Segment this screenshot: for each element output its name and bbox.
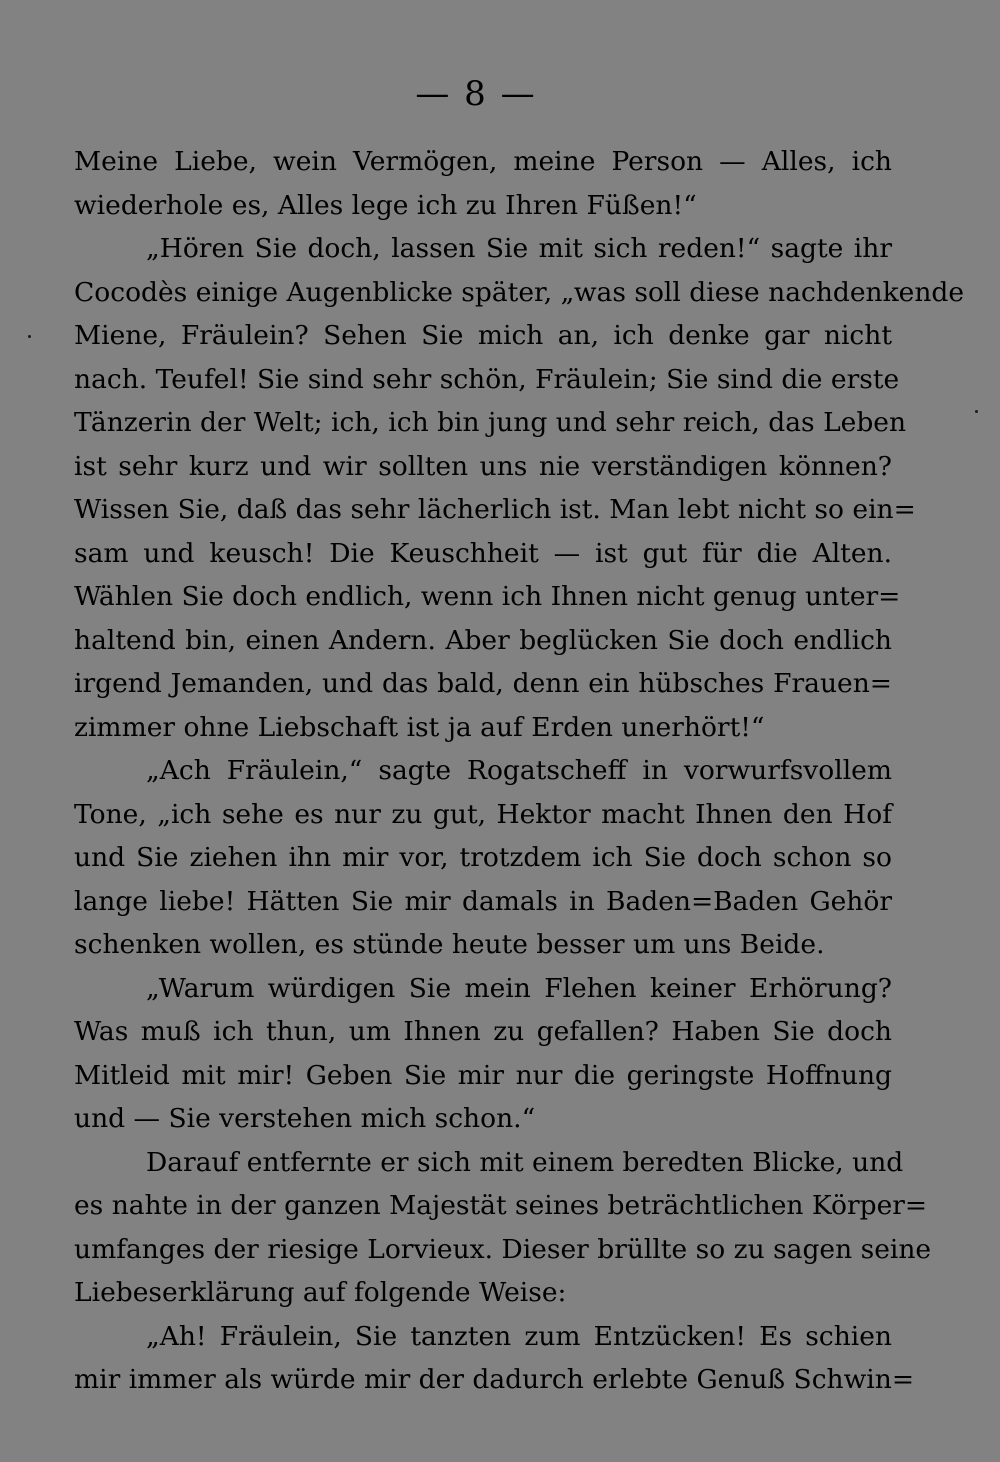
text-line: Wissen Sie, daß das sehr lächerlich ist. Man lebt nicht so ein= xyxy=(74,494,916,525)
text-line: es nahte in der ganzen Majestät seines beträchtlichen Körper= xyxy=(74,1190,928,1221)
text-line: Wählen Sie doch endlich, wenn ich Ihnen nicht genug unter= xyxy=(74,581,901,612)
text-line: zimmer ohne Liebschaft ist ja auf Erden unerhört!“ xyxy=(74,711,765,743)
text-line: ist sehr kurz und wir sollten uns nie verständigen können? xyxy=(74,450,892,482)
body-text xyxy=(74,140,965,1402)
text-line: schenken wollen, es stünde heute besser um uns Beide. xyxy=(74,929,825,960)
text-line: sam und keusch! Die Keuschheit — ist gut für die Alten. xyxy=(74,537,892,569)
text-line: Miene, Fräulein? Sehen Sie mich an, ich denke gar nicht xyxy=(74,320,892,351)
text-line: Mitleid mit mir! Geben Sie mir nur die geringste Hoffnung xyxy=(74,1059,892,1091)
text-line: haltend bin, einen Andern. Aber beglücken Sie doch endlich xyxy=(74,624,892,656)
text-line: Was muß ich thun, um Ihnen zu gefallen? Haben Sie doch xyxy=(74,1016,892,1047)
text-line: Meine Liebe, wein Vermögen, meine Person — Alles, ich xyxy=(74,146,892,177)
text-line: „Ach Fräulein,“ sagte Rogatscheff in vorwurfsvollem xyxy=(146,755,892,786)
text-line: Tänzerin der Welt; ich, ich bin jung und sehr reich, das Leben xyxy=(74,407,907,438)
text-line: umfanges der riesige Lorvieux. Dieser brüllte so zu sagen seine xyxy=(74,1233,932,1265)
text-line: „Ah! Fräulein, Sie tanzten zum Entzücken! Es schien xyxy=(146,1320,892,1352)
page-number: — 8 — xyxy=(415,74,537,114)
text-line: „Warum würdigen Sie mein Flehen keiner Erhörung? xyxy=(146,972,892,1004)
text-line: wiederhole es, Alles lege ich zu Ihren Füßen!“ xyxy=(74,189,697,221)
text-line: irgend Jemanden, und das bald, denn ein hübsches Frauen= xyxy=(74,668,892,699)
text-line: lange liebe! Hätten Sie mir damals in Baden=Baden Gehör xyxy=(74,885,892,917)
text-line: mir immer als würde mir der dadurch erlebte Genuß Schwin= xyxy=(74,1364,915,1395)
text-line: Liebeserklärung auf folgende Weise: xyxy=(74,1277,567,1308)
text-line: Cocodès einige Augenblicke später, „was soll diese nachdenkende xyxy=(74,276,965,308)
text-line: Tone, „ich sehe es nur zu gut, Hektor macht Ihnen den Hof xyxy=(74,798,892,830)
text-line: und Sie ziehen ihn mir vor, trotzdem ich Sie doch schon so xyxy=(74,842,892,873)
scan-speck xyxy=(28,335,31,338)
scan-speck xyxy=(975,410,978,413)
text-line: und — Sie verstehen mich schon.“ xyxy=(74,1103,536,1134)
text-line: „Hören Sie doch, lassen Sie mit sich reden!“ sagte ihr xyxy=(146,233,892,264)
text-line: Darauf entfernte er sich mit einem beredten Blicke, und xyxy=(146,1146,904,1178)
text-line: nach. Teufel! Sie sind sehr schön, Fräulein; Sie sind die erste xyxy=(74,363,900,395)
